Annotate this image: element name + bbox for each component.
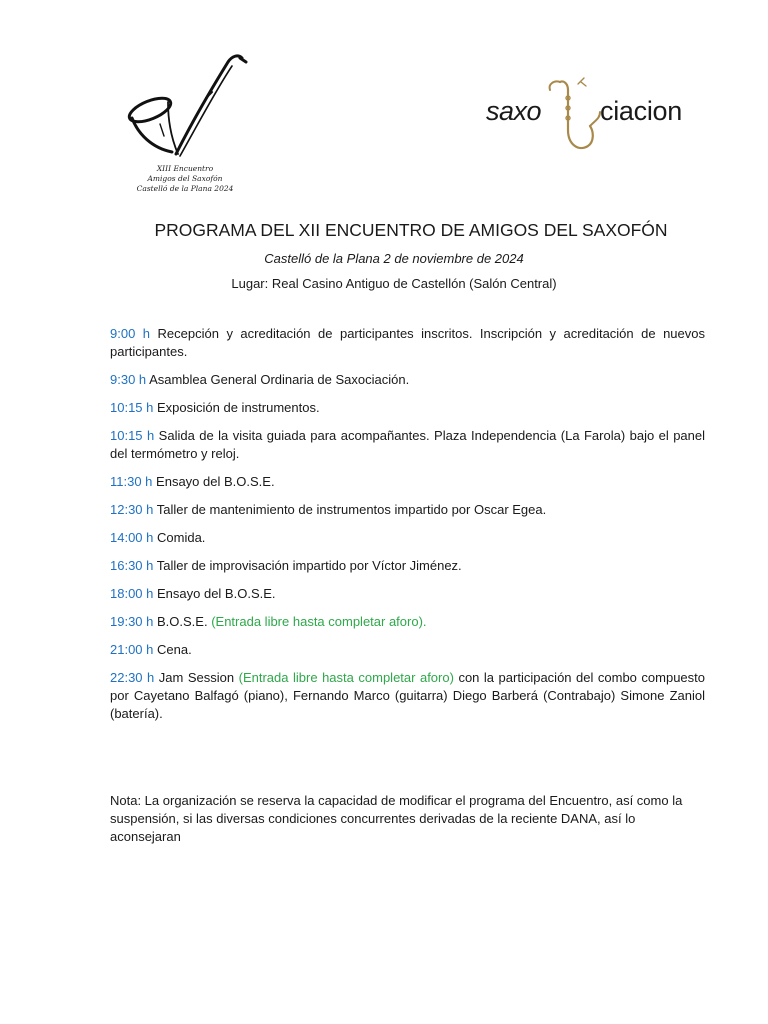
schedule-entry [110,427,705,463]
entry-text: Ensayo del B.O.S.E. [157,586,276,601]
entry-text-continued: con la participación del combo compuesto por Cayetano Balfagó (piano), Fernando Marco (guitarra) Diego Barberá (Contrabajo) Simone Zaniol (batería). [110,670,706,721]
entry-text: Ensayo del B.O.S.E. [156,474,275,489]
schedule-entry [110,557,705,575]
logo-word-left: saxo [486,96,542,126]
schedule-entry [110,325,705,361]
free-entry-note: (Entrada libre hasta completar aforo) [238,670,454,685]
schedule-list [110,325,705,733]
caption-line: XIII Encuentro [156,164,214,173]
entry-time: 12:30 h [110,502,154,517]
schedule-entry [110,641,705,659]
event-date: Castelló de la Plana 2 de noviembre de 2024 [264,251,524,266]
entry-text: Cena. [157,642,192,657]
entry-time: 18:00 h [110,586,154,601]
entry-time: 21:00 h [110,642,154,657]
caption-line: Amigos del Saxofón [147,174,223,183]
schedule-entry [110,529,705,547]
caption-line: Castelló de la Plana 2024 [136,184,234,193]
logo-caption [120,164,250,194]
entry-text: Recepción y acreditación de participantes inscritos. Inscripción y acreditación de nuevos participantes. [110,326,705,359]
entry-time: 19:30 h [110,614,154,629]
page-title: PROGRAMA DEL XII ENCUENTRO DE AMIGOS DEL SAXOFÓN [154,220,668,240]
entry-text: B.O.S.E. [157,614,208,629]
entry-time: 14:00 h [110,530,154,545]
entry-text: Taller de improvisación impartido por Víctor Jiménez. [156,558,462,573]
schedule-entry [110,399,705,417]
schedule-entry [110,473,705,491]
encuentro-logo [120,52,250,200]
logo-word-right: ciacion [600,96,682,126]
entry-text: Exposición de instrumentos. [157,400,320,415]
schedule-entry [110,613,705,631]
schedule-entry [110,669,705,723]
entry-text: Salida de la visita guiada para acompañantes. Plaza Independencia (La Farola) bajo el panel del termómetro y reloj. [110,428,706,461]
free-entry-note: (Entrada libre hasta completar aforo). [211,614,427,629]
organization-note: Nota: La organización se reserva la capacidad de modificar el programa del Encuentro, así como la suspensión, si las diversas condiciones concurrentes derivadas de la reciente DANA, así lo aconsejaran [110,793,683,844]
gold-saxophone-icon [538,74,602,158]
entry-time: 16:30 h [110,558,154,573]
entry-text: Taller de mantenimiento de instrumentos impartido por Oscar Egea. [156,502,547,517]
entry-time: 9:00 h [110,326,151,341]
schedule-entry [110,585,705,603]
entry-time: 10:15 h [110,400,154,415]
entry-text: Jam Session [158,670,235,685]
event-venue: Lugar: Real Casino Antiguo de Castellón (Salón Central) [231,276,557,291]
entry-time: 9:30 h [110,372,147,387]
entry-time: 11:30 h [110,474,153,489]
schedule-entry [110,371,705,389]
entry-text: Comida. [157,530,206,545]
entry-time: 10:15 h [110,428,155,443]
entry-time: 22:30 h [110,670,155,685]
saxociacion-logo [486,74,698,158]
entry-text: Asamblea General Ordinaria de Saxociación. [149,372,410,387]
schedule-entry [110,501,705,519]
saxophone-outline-icon [120,52,250,164]
